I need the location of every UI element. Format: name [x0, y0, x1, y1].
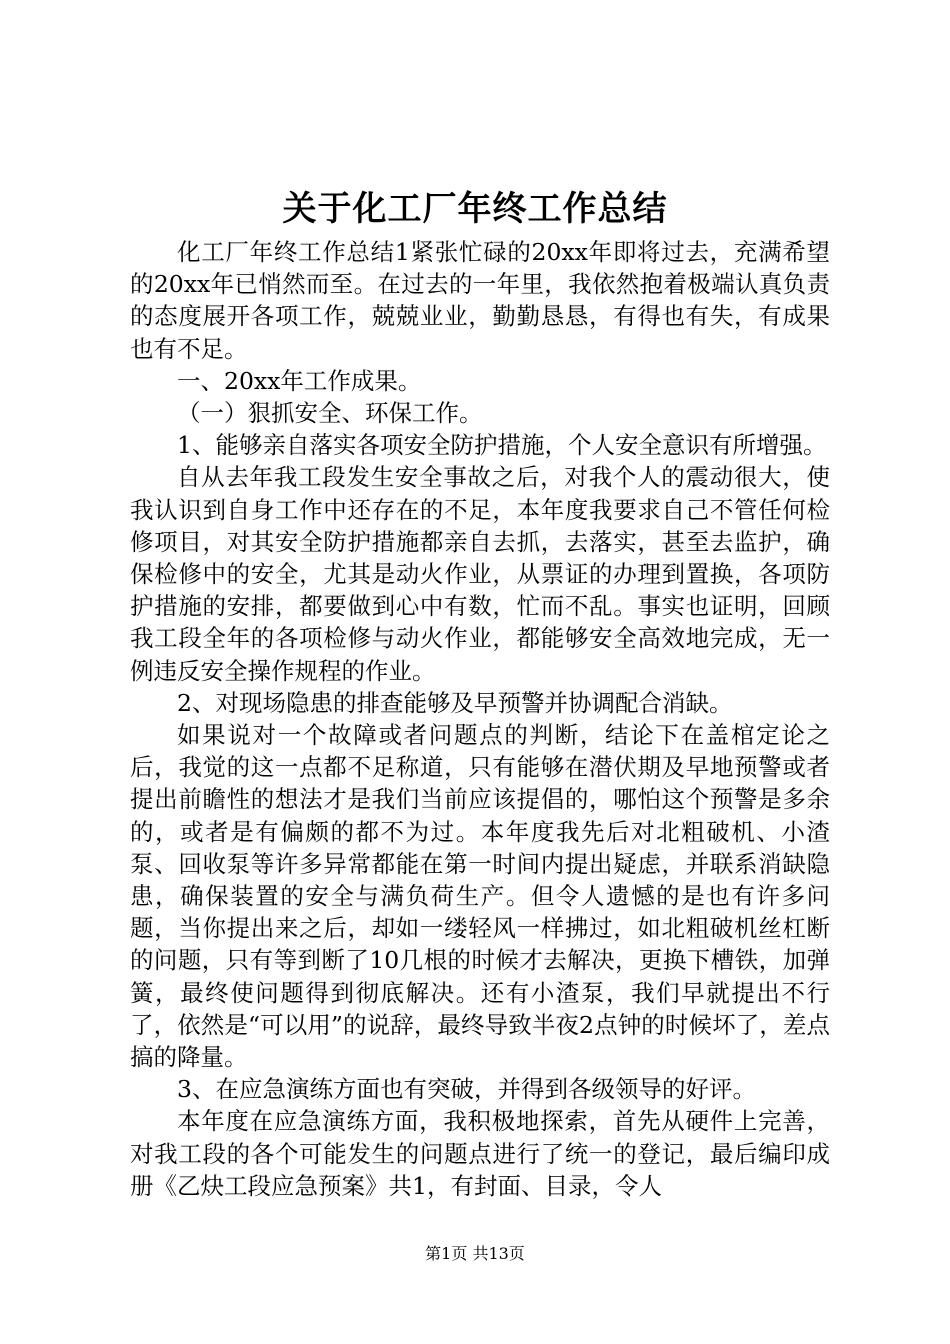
- heading-item-2: 2、对现场隐患的排查能够及早预警并协调配合消缺。: [177, 688, 733, 717]
- page-title: 关于化工厂年终工作总结: [282, 189, 668, 229]
- paragraph-item-2: 如果说对一个故障或者问题点的判断，结论下在盖棺定论之后，我觉的这一点都不足称道，只有能够在潜伏期及早地预警或者提出前瞻性的想法才是我们当前应该提倡的，哪怕这个预警是多余的，或者是有偏颇的都不为过。本年度我先后对北粗破机、小渣泵、回收泵等许多异常都能在第一时间内提出疑虑，并联系消缺隐患，确保装置的安全与满负荷生产。但令人遗憾的是也有许多问题，当你提出来之后，却如一缕轻风一样拂过，如北粗破机丝杠断的问题，只有等到断了10几根的时候才去解决，更换下槽铁，加弹簧，最终使问题得到彻底解决。还有小渣泵，我们早就提出不行了，依然是“可以用”的说辞，最终导致半夜2点钟的时候坏了，差点搞的降量。: [130, 721, 830, 1072]
- heading-item-3: 3、在应急演练方面也有突破，并得到各级领导的好评。: [177, 1075, 756, 1104]
- page-number-footer: 第1页 共13页: [425, 1244, 525, 1263]
- paragraph-intro: 化工厂年终工作总结1紧张忙碌的20xx年即将过去，充满希望的20xx年已悄然而至。在过去的一年里，我依然抱着极端认真负责的态度展开各项工作，兢兢业业，勤勤恳恳，有得也有失，有成果也有不足。: [130, 238, 830, 363]
- paragraph-item-3: 本年度在应急演练方面，我积极地探索，首先从硬件上完善，对我工段的各个可能发生的问题点进行了统一的登记，最后编印成册《乙炔工段应急预案》共1，有封面、目录，令人: [130, 1107, 830, 1200]
- heading-section-1: 一、20xx年工作成果。: [177, 366, 422, 395]
- paragraph-item-1: 自从去年我工段发生安全事故之后，对我个人的震动很大，使我认识到自身工作中还存在的不足，本年度我要求自己不管任何检修项目，对其安全防护措施都亲自去抓，去落实，甚至去监护，确保检修中的安全，尤其是动火作业，从票证的办理到置换，各项防护措施的安排，都要做到心中有数，忙而不乱。事实也证明，回顾我工段全年的各项检修与动火作业，都能够安全高效地完成，无一例违反安全操作规程的作业。: [130, 463, 830, 685]
- heading-item-1: 1、能够亲自落实各项安全防护措施，个人安全意识有所增强。: [177, 431, 827, 460]
- heading-subsection-1: （一）狠抓安全、环保工作。: [177, 399, 483, 428]
- document-body: [130, 236, 830, 1202]
